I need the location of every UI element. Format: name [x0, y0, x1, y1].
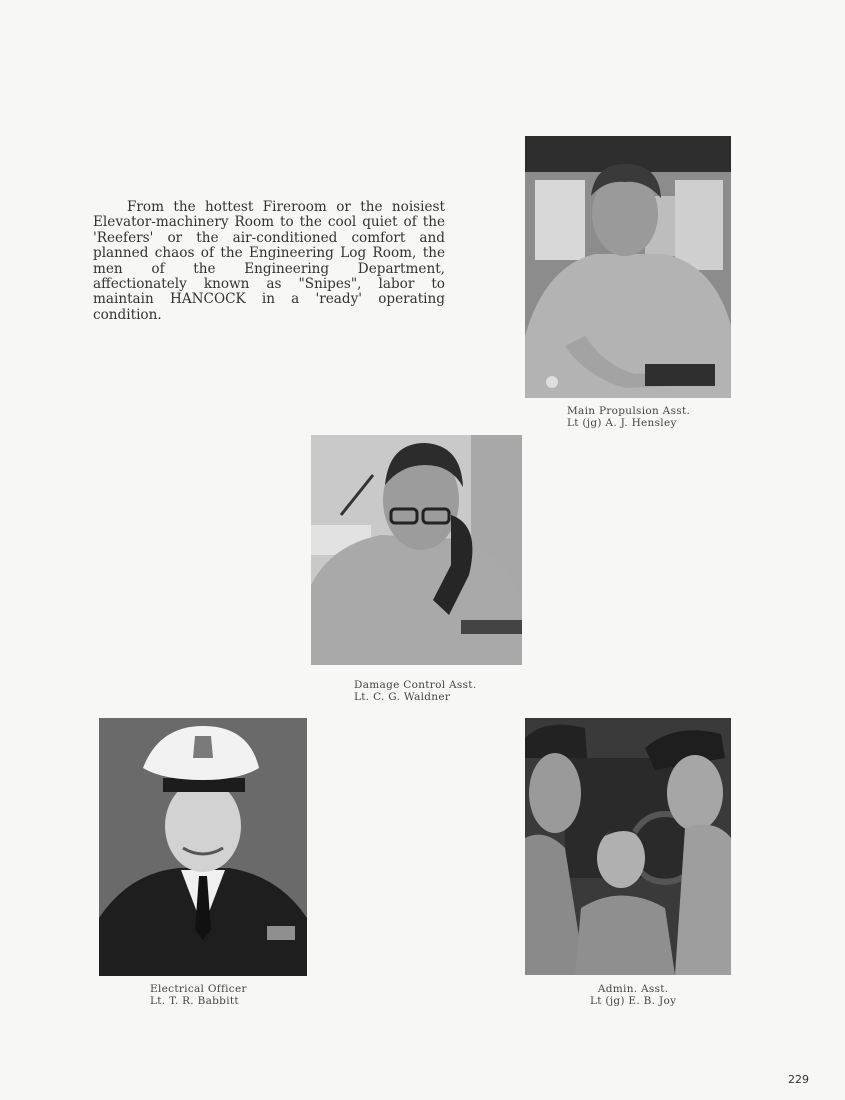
photo-hensley — [525, 136, 731, 398]
caption-title: Damage Control Asst. — [354, 679, 477, 691]
page-number: 229 — [788, 1073, 809, 1086]
caption-name: Lt. T. R. Babbitt — [150, 995, 239, 1007]
photo-babbitt — [99, 718, 307, 976]
caption-name: Lt (jg) A. J. Hensley — [567, 417, 677, 429]
caption-title: Electrical Officer — [150, 983, 247, 995]
photo-waldner — [311, 435, 522, 665]
caption-title: Main Propulsion Asst. — [567, 405, 691, 417]
caption-babbitt — [150, 983, 247, 1007]
caption-waldner — [354, 679, 476, 703]
photo-joy — [525, 718, 731, 975]
caption-joy — [590, 983, 676, 1007]
caption-name: Lt (jg) E. B. Joy — [590, 995, 677, 1007]
intro-paragraph: From the hottest Fireroom or the noisiest Elevator-machinery Room to the cool quiet of the 'Reefers' or the air-conditioned comfort and planned chaos of the Engineering Log Room, the men of the Engineering Department, affectionately known as "Snipes", labor to maintain HANCOCK in a 'ready' operating condition. — [93, 199, 445, 323]
caption-title: Admin. Asst. — [597, 983, 669, 995]
caption-name: Lt. C. G. Waldner — [354, 691, 451, 703]
caption-hensley — [567, 405, 690, 429]
